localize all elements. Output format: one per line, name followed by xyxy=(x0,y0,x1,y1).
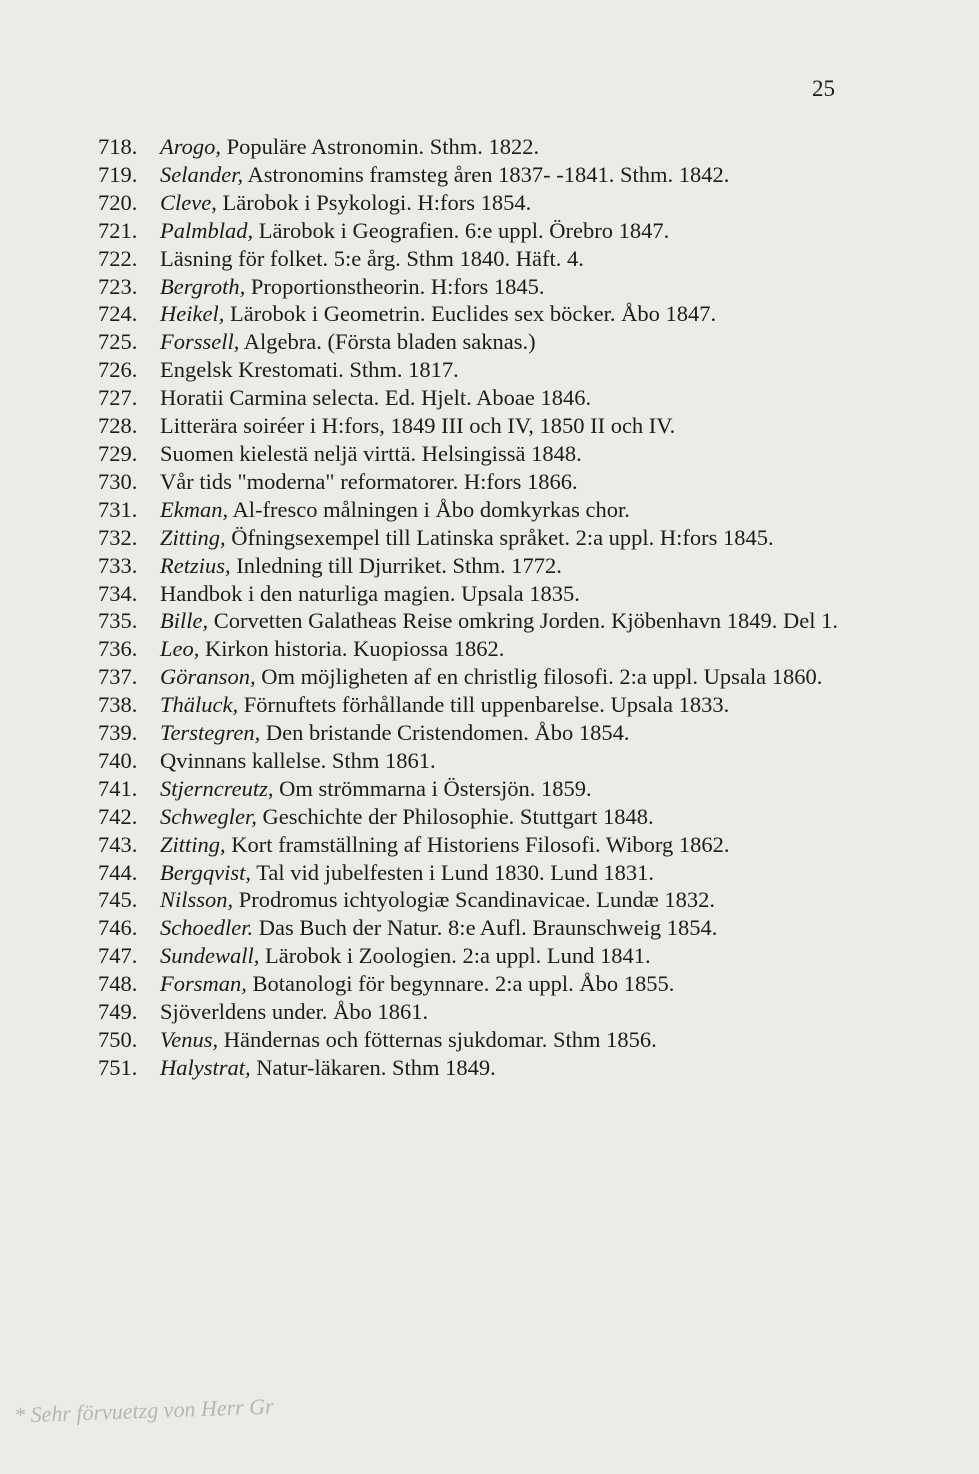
entry-description: Geschichte der Philosophie. Stuttgart 1848. xyxy=(262,803,654,829)
catalogue-entry xyxy=(98,217,848,245)
entry-text xyxy=(160,1054,848,1082)
entry-text xyxy=(160,942,848,970)
catalogue-entry xyxy=(98,691,848,719)
catalogue-entry xyxy=(98,552,848,580)
entry-text xyxy=(160,384,848,412)
entry-description: Qvinnans kallelse. Sthm 1861. xyxy=(160,747,436,773)
entry-number: 744. xyxy=(98,859,138,885)
entry-author: Halystrat, xyxy=(160,1054,251,1080)
catalogue-entry xyxy=(98,161,848,189)
entry-number: 750. xyxy=(98,1027,138,1052)
entry-text xyxy=(160,328,848,356)
entry-number: 731. xyxy=(98,496,138,522)
entry-number: 749. xyxy=(98,999,138,1025)
entry-number: 733. xyxy=(98,552,138,578)
entry-description: Händernas och fötternas sjukdomar. Sthm 1856. xyxy=(223,1027,657,1052)
catalogue-entry xyxy=(98,133,848,161)
entry-description: Suomen kielestä neljä virttä. Helsingissä 1848. xyxy=(160,440,582,466)
entry-number: 727. xyxy=(98,385,138,411)
catalogue-entry xyxy=(98,998,848,1026)
catalogue-entry xyxy=(98,886,848,914)
catalogue-entry xyxy=(98,663,848,691)
entry-text xyxy=(160,803,848,831)
entry-description: Engelsk Krestomati. Sthm. 1817. xyxy=(160,357,459,383)
entry-number: 721. xyxy=(98,217,138,243)
entry-number: 743. xyxy=(98,831,138,857)
catalogue-entry xyxy=(98,384,848,412)
entry-author: Venus, xyxy=(160,1027,219,1052)
entry-text xyxy=(160,635,848,663)
entry-author: Stjerncreutz, xyxy=(160,775,274,801)
entry-description: Corvetten Galatheas Reise omkring Jorden. Kjöbenhavn 1849. Del 1. xyxy=(213,608,838,634)
entry-author: Forsman, xyxy=(160,971,247,997)
entry-number: 732. xyxy=(98,524,138,550)
entry-text xyxy=(160,440,848,468)
entry-description: Lärobok i Geometrin. Euclides sex böcker. Åbo 1847. xyxy=(229,301,717,327)
entry-description: Lärobok i Zoologien. 2:a uppl. Lund 1841. xyxy=(265,943,651,969)
catalogue-entry xyxy=(98,914,848,942)
entry-description: Al-fresco målningen i Åbo domkyrkas chor. xyxy=(232,496,630,522)
catalogue-entry xyxy=(98,635,848,663)
entry-number: 742. xyxy=(98,803,138,829)
entry-text xyxy=(160,607,848,635)
entry-text xyxy=(160,663,848,691)
entry-number: 740. xyxy=(98,747,138,773)
entry-number: 735. xyxy=(98,608,138,634)
catalogue-entries xyxy=(98,133,848,1082)
entry-number: 723. xyxy=(98,273,138,299)
entry-description: Inledning till Djurriket. Sthm. 1772. xyxy=(236,552,562,578)
entry-description: Botanologi för begynnare. 2:a uppl. Åbo 1855. xyxy=(252,971,675,997)
catalogue-entry xyxy=(98,831,848,859)
entry-description: Läsning för folket. 5:e årg. Sthm 1840. Häft. 4. xyxy=(160,245,584,271)
entry-author: Sundewall, xyxy=(160,943,260,969)
entry-text xyxy=(160,300,848,328)
entry-number: 747. xyxy=(98,943,138,969)
entry-number: 734. xyxy=(98,580,138,606)
entry-author: Bergroth, xyxy=(160,273,246,299)
entry-description: Vår tids "moderna" reformatorer. H:fors 1866. xyxy=(160,468,578,494)
entry-text xyxy=(160,691,848,719)
entry-text xyxy=(160,1026,848,1054)
entry-description: Tal vid jubelfesten i Lund 1830. Lund 1831. xyxy=(256,859,654,885)
catalogue-entry xyxy=(98,468,848,496)
entry-author: Zitting, xyxy=(160,831,226,857)
entry-number: 745. xyxy=(98,887,138,913)
entry-author: Nilsson, xyxy=(160,887,234,913)
entry-description: Lärobok i Geografien. 6:e uppl. Örebro 1847. xyxy=(258,217,670,243)
entry-description: Natur-läkaren. Sthm 1849. xyxy=(256,1054,496,1080)
entry-text xyxy=(160,524,848,552)
entry-text xyxy=(160,831,848,859)
catalogue-entry xyxy=(98,245,848,273)
entry-author: Göranson, xyxy=(160,664,256,690)
entry-description: Lärobok i Psykologi. H:fors 1854. xyxy=(222,189,532,215)
entry-author: Heikel, xyxy=(160,301,225,327)
entry-number: 736. xyxy=(98,636,138,662)
entry-description: Populäre Astronomin. Sthm. 1822. xyxy=(226,134,540,159)
catalogue-entry xyxy=(98,356,848,384)
entry-number: 728. xyxy=(98,413,138,439)
catalogue-entry xyxy=(98,273,848,301)
entry-text xyxy=(160,914,848,942)
entry-text xyxy=(160,133,848,161)
entry-text xyxy=(160,859,848,887)
catalogue-entry xyxy=(98,747,848,775)
entry-author: Cleve, xyxy=(160,189,217,215)
catalogue-entry xyxy=(98,496,848,524)
entry-number: 722. xyxy=(98,245,138,271)
entry-author: Thäluck, xyxy=(160,692,239,718)
catalogue-entry xyxy=(98,1026,848,1054)
entry-description: Sjöverldens under. Åbo 1861. xyxy=(160,999,429,1025)
entry-description: Förnuftets förhållande till uppenbarelse. Upsala 1833. xyxy=(243,692,730,718)
catalogue-entry xyxy=(98,412,848,440)
entry-author: Schwegler, xyxy=(160,803,257,829)
entry-author: Schoedler. xyxy=(160,915,254,941)
entry-description: Algebra. (Första bladen saknas.) xyxy=(243,329,536,355)
entry-description: Horatii Carmina selecta. Ed. Hjelt. Aboae 1846. xyxy=(160,385,592,411)
catalogue-entry xyxy=(98,775,848,803)
catalogue-entry xyxy=(98,803,848,831)
entry-text xyxy=(160,970,848,998)
catalogue-entry xyxy=(98,1054,848,1082)
entry-number: 737. xyxy=(98,664,138,690)
entry-description: Proportionstheorin. H:fors 1845. xyxy=(250,273,545,299)
entry-text xyxy=(160,496,848,524)
entry-number: 729. xyxy=(98,440,138,466)
entry-number: 738. xyxy=(98,692,138,718)
entry-description: Prodromus ichtyologiæ Scandinavicae. Lundæ 1832. xyxy=(238,887,715,913)
entry-text xyxy=(160,468,848,496)
entry-number: 751. xyxy=(98,1054,138,1080)
entry-author: Arogo, xyxy=(160,134,222,159)
entry-number: 746. xyxy=(98,915,138,941)
catalogue-entry xyxy=(98,607,848,635)
catalogue-entry xyxy=(98,942,848,970)
catalogue-entry xyxy=(98,524,848,552)
entry-text xyxy=(160,719,848,747)
entry-author: Forssell, xyxy=(160,329,240,355)
entry-number: 720. xyxy=(98,189,138,215)
entry-description: Astronomins framsteg åren 1837- -1841. Sthm. 1842. xyxy=(247,161,730,187)
entry-text xyxy=(160,998,848,1026)
entry-text xyxy=(160,245,848,273)
entry-text xyxy=(160,580,848,608)
entry-description: Kirkon historia. Kuopiossa 1862. xyxy=(205,636,505,662)
entry-text xyxy=(160,886,848,914)
entry-author: Ekman, xyxy=(160,496,229,522)
entry-number: 724. xyxy=(98,301,138,327)
entry-author: Bille, xyxy=(160,608,209,634)
entry-number: 741. xyxy=(98,775,138,801)
catalogue-entry xyxy=(98,300,848,328)
entry-author: Terstegren, xyxy=(160,720,261,746)
entry-author: Zitting, xyxy=(160,524,226,550)
entry-text xyxy=(160,273,848,301)
entry-description: Öfningsexempel till Latinska språket. 2:a uppl. H:fors 1845. xyxy=(231,524,774,550)
entry-text xyxy=(160,775,848,803)
entry-description: Kort framställning af Historiens Filosofi. Wiborg 1862. xyxy=(231,831,730,857)
entry-text xyxy=(160,217,848,245)
entry-number: 739. xyxy=(98,720,138,746)
entry-author: Retzius, xyxy=(160,552,231,578)
page-number: 25 xyxy=(812,76,835,101)
entry-number: 718. xyxy=(98,134,138,159)
entry-number: 726. xyxy=(98,357,138,383)
entry-number: 730. xyxy=(98,468,138,494)
entry-description: Om strömmarna i Östersjön. 1859. xyxy=(279,775,592,801)
entry-text xyxy=(160,189,848,217)
entry-number: 719. xyxy=(98,161,138,187)
entry-description: Litterära soiréer i H:fors, 1849 III och IV, 1850 II och IV. xyxy=(160,413,676,439)
entry-text xyxy=(160,412,848,440)
entry-author: Selander, xyxy=(160,161,244,187)
catalogue-entry xyxy=(98,970,848,998)
entry-author: Leo, xyxy=(160,636,200,662)
catalogue-entry xyxy=(98,580,848,608)
entry-author: Palmblad, xyxy=(160,217,254,243)
entry-author: Bergqvist, xyxy=(160,859,252,885)
entry-description: Das Buch der Natur. 8:e Aufl. Braunschweig 1854. xyxy=(258,915,718,941)
entry-number: 725. xyxy=(98,329,138,355)
entry-text xyxy=(160,747,848,775)
catalogue-entry xyxy=(98,328,848,356)
catalogue-entry xyxy=(98,440,848,468)
entry-description: Om möjligheten af en christlig filosofi. 2:a uppl. Upsala 1860. xyxy=(261,664,823,690)
catalogue-entry xyxy=(98,719,848,747)
entry-description: Den bristande Cristendomen. Åbo 1854. xyxy=(265,720,630,746)
catalogue-entry xyxy=(98,859,848,887)
entry-number: 748. xyxy=(98,971,138,997)
handwritten-margin-note: * Sehr förvuetzg von Herr Gr xyxy=(13,1393,275,1428)
catalogue-entry xyxy=(98,189,848,217)
entry-text xyxy=(160,161,848,189)
entry-description: Handbok i den naturliga magien. Upsala 1835. xyxy=(160,580,580,606)
entry-text xyxy=(160,552,848,580)
entry-text xyxy=(160,356,848,384)
